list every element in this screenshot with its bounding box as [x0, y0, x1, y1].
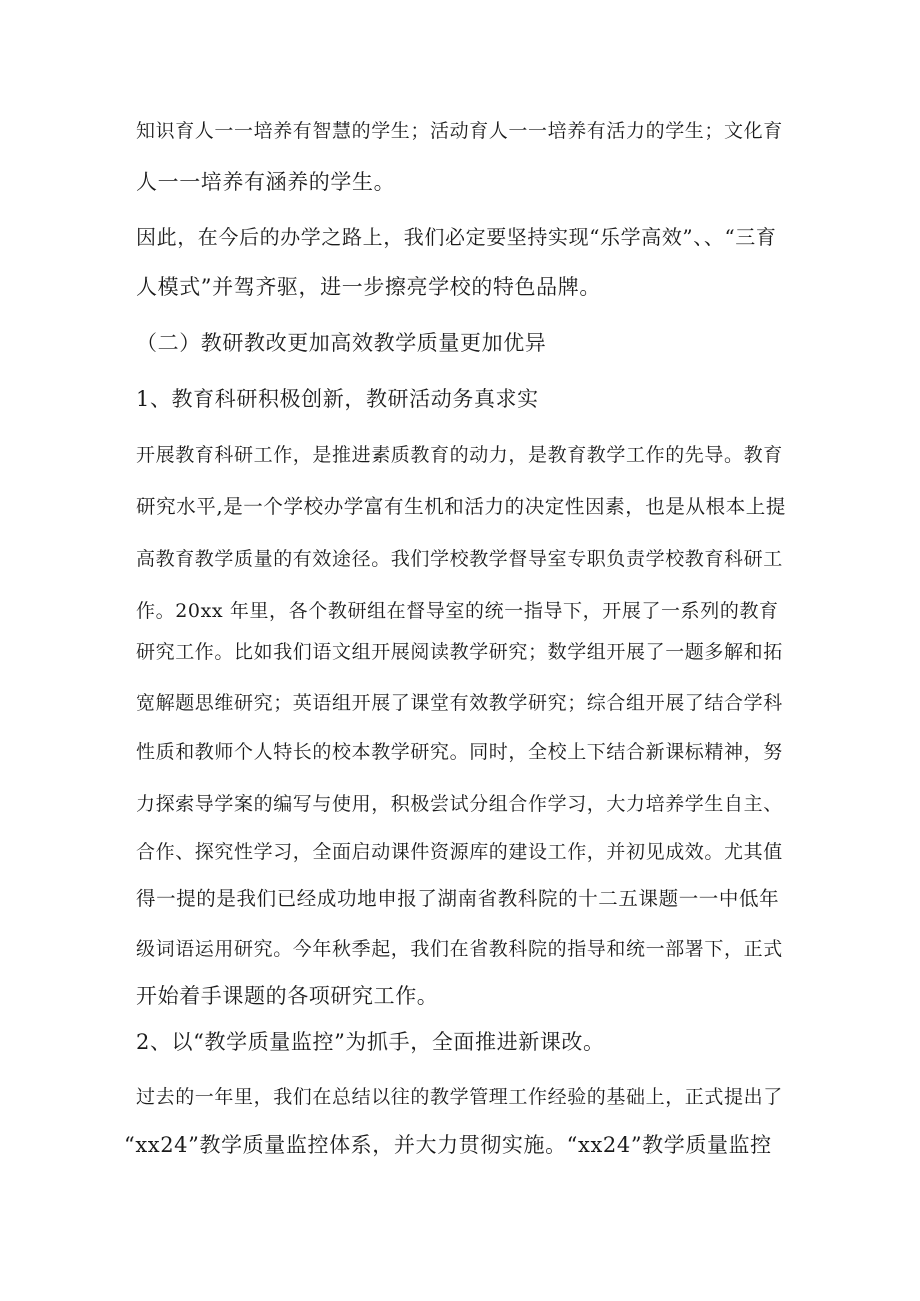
- subsection-heading: 2、以“教学质量监控”为抓手，全面推进新课改。: [136, 1030, 605, 1054]
- text-line: 宽解题思维研究；英语组开展了课堂有效教学研究；综合组开展了结合学科: [136, 692, 783, 714]
- text-line: 得一提的是我们已经成功地申报了湖南省教科院的十二五课题一一中低年: [136, 887, 780, 910]
- text-line: 因此，在今后的办学之路上，我们必定要坚持实现“乐学高效”、、“三育: [136, 225, 777, 249]
- text-line: 合作、探究性学习，全面启动课件资源库的建设工作，并初见成效。尤其值: [136, 841, 783, 863]
- text-line: 开始着手课题的各项研究工作。: [136, 984, 439, 1008]
- text-line: 研究水平,是一个学校办学富有生机和活力的决定性因素，也是从根本上提: [136, 495, 786, 518]
- text-line: 人模式”并驾齐驱，进一步擦亮学校的特色品牌。: [136, 275, 601, 299]
- text-line: “xx24”教学质量监控体系，并大力贯彻实施。“xx24”教学质量监控: [124, 1133, 772, 1157]
- text-line: 人一一培养有涵养的学生。: [136, 170, 396, 194]
- text-line: 力探索导学案的编写与使用，积极尝试分组合作学习，大力培养学生自主、: [136, 793, 783, 815]
- text-line: 性质和教师个人特长的校本教学研究。同时，全校上下结合新课标精神，努: [136, 741, 783, 763]
- text-line: 知识育人一一培养有智慧的学生；活动育人一一培养有活力的学生；文化育: [136, 120, 783, 142]
- text-line: 研究工作。比如我们语文组开展阅读教学研究；数学组开展了一题多解和拓: [136, 641, 783, 663]
- section-heading: （二）教研教改更加高效教学质量更加优异: [136, 331, 547, 355]
- text-line: 过去的一年里，我们在总结以往的教学管理工作经验的基础上，正式提出了: [136, 1086, 783, 1108]
- subsection-heading: 1、教育科研积极创新，教研活动务真求实: [136, 387, 539, 411]
- text-line: 开展教育科研工作，是推进素质教育的动力，是教育教学工作的先导。教育: [136, 444, 783, 466]
- text-line: 高教育教学质量的有效途径。我们学校教学督导室专职负责学校教育科研工: [136, 548, 783, 570]
- text-line: 级词语运用研究。今年秋季起，我们在省教科院的指导和统一部署下，正式: [136, 938, 783, 960]
- text-line: 作。20xx 年里，各个教研组在督导室的统一指导下，开展了一系列的教育: [136, 600, 779, 622]
